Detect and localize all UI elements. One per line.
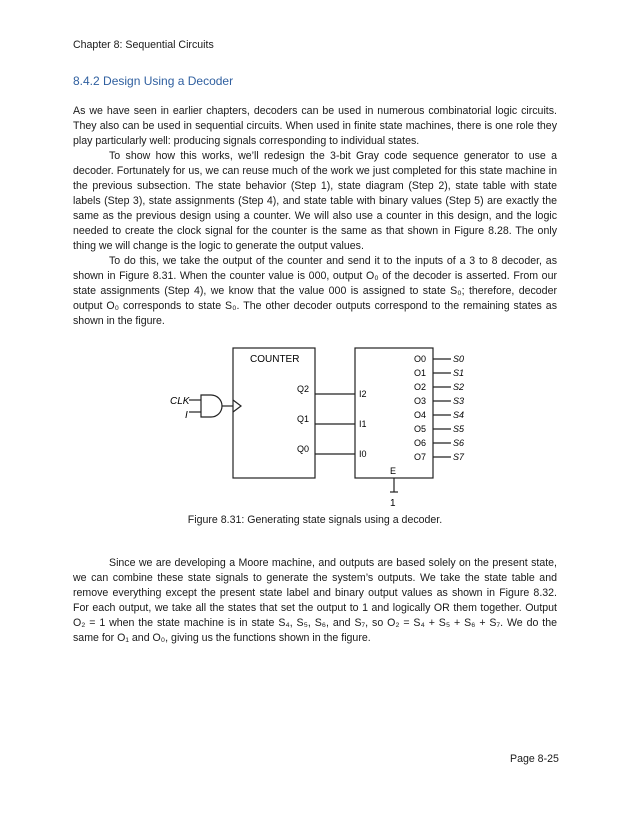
decoder-output-o4: O4 (414, 410, 427, 420)
enable-value: 1 (390, 498, 396, 509)
body-text-bottom (73, 545, 557, 656)
and-gate (201, 395, 222, 417)
counter-output-q1: Q1 (297, 414, 310, 424)
decoder-input-i2: I2 (359, 389, 367, 399)
state-label-s7: S7 (453, 452, 465, 462)
decoder-input-i1: I1 (359, 419, 367, 429)
decoder-output-o6: O6 (414, 438, 427, 448)
decoder-input-i0: I0 (359, 449, 367, 459)
counter-output-q0: Q0 (297, 444, 310, 454)
decoder-output-o5: O5 (414, 424, 427, 434)
enable-label: E (390, 466, 397, 476)
counter-box (233, 348, 315, 478)
decoder-output-o0: O0 (414, 354, 427, 364)
figure-caption: Figure 8.31: Generating state signals using a decoder. (187, 514, 443, 526)
section-title: 8.4.2 Design Using a Decoder (73, 74, 234, 88)
counter-output-q2: Q2 (297, 384, 310, 394)
paragraph-4: Since we are developing a Moore machine, and outputs are based solely on the present state, we can combine these state signals to generate the system’s outputs. We take the state table and remove everything except the present state label and binary output values as shown in Figure 8.32. For each output, we take all the states that set the output to 1 and logically OR them together. Output O₂ = 1 when the state machine is in state S₄, S₅, S₆, and S₇, so O₂ = S₄ + S₅ + S₆ + S₇. We do the same for O₁ and O₀, giving us the functions shown in the figure. (73, 556, 557, 644)
decoder-output-o2: O2 (414, 382, 427, 392)
figure-decoder-circuit (165, 342, 475, 512)
counter-label: COUNTER (250, 354, 300, 365)
clock-sublabel: I (185, 410, 188, 421)
paragraph-3: To do this, we take the output of the counter and send it to the inputs of a 3 to 8 decoder, as shown in Figure 8.31. When the counter value is 000, output O₀ of the decoder is asserted. From our state assignments (Step 4), we know that the value 000 is assigned to state S₀; therefore, decoder output O₀ corresponds to state S₀. The other decoder outputs correspond to the remaining states as shown in the figure. (73, 255, 557, 327)
body-text-top (73, 104, 557, 329)
state-label-s0: S0 (453, 354, 465, 364)
circuit-diagram (165, 342, 475, 512)
paragraph-1: As we have seen in earlier chapters, decoders can be used in numerous combinatorial logic circuits. They also can be used in sequential circuits. When used in finite state machines, there is one role they play particularly well: producing signals corresponding to individual states. (73, 105, 557, 147)
state-label-s2: S2 (453, 382, 465, 392)
state-label-s6: S6 (453, 438, 465, 448)
paragraph-2: To show how this works, we’ll redesign the 3-bit Gray code sequence generator to use a decoder. Fortunately for us, we can reuse much of the work we just completed for this state machine in the previous subsection. The state behavior (Step 1), state diagram (Step 2), state table with state labels (Step 3), state assignments (Step 4), and state table with binary values (Step 5) are exactly the same as the previous design using a counter. We will also use a counter in this design, and the logic needed to create the clock signal for the counter is the same as that shown in Figure 8.28. The only thing we will change is the logic to generate the output values. (73, 150, 557, 252)
state-label-s4: S4 (453, 410, 465, 420)
state-label-s5: S5 (453, 424, 465, 434)
chapter-header: Chapter 8: Sequential Circuits (73, 39, 214, 51)
decoder-output-o3: O3 (414, 396, 427, 406)
state-label-s1: S1 (453, 368, 465, 378)
state-labels (453, 354, 465, 462)
state-label-s3: S3 (453, 396, 465, 406)
decoder-output-o7: O7 (414, 452, 427, 462)
page-number: Page 8-25 (510, 753, 559, 765)
output-wires (433, 359, 451, 457)
decoder-output-o1: O1 (414, 368, 427, 378)
clock-label: CLK (170, 396, 190, 407)
